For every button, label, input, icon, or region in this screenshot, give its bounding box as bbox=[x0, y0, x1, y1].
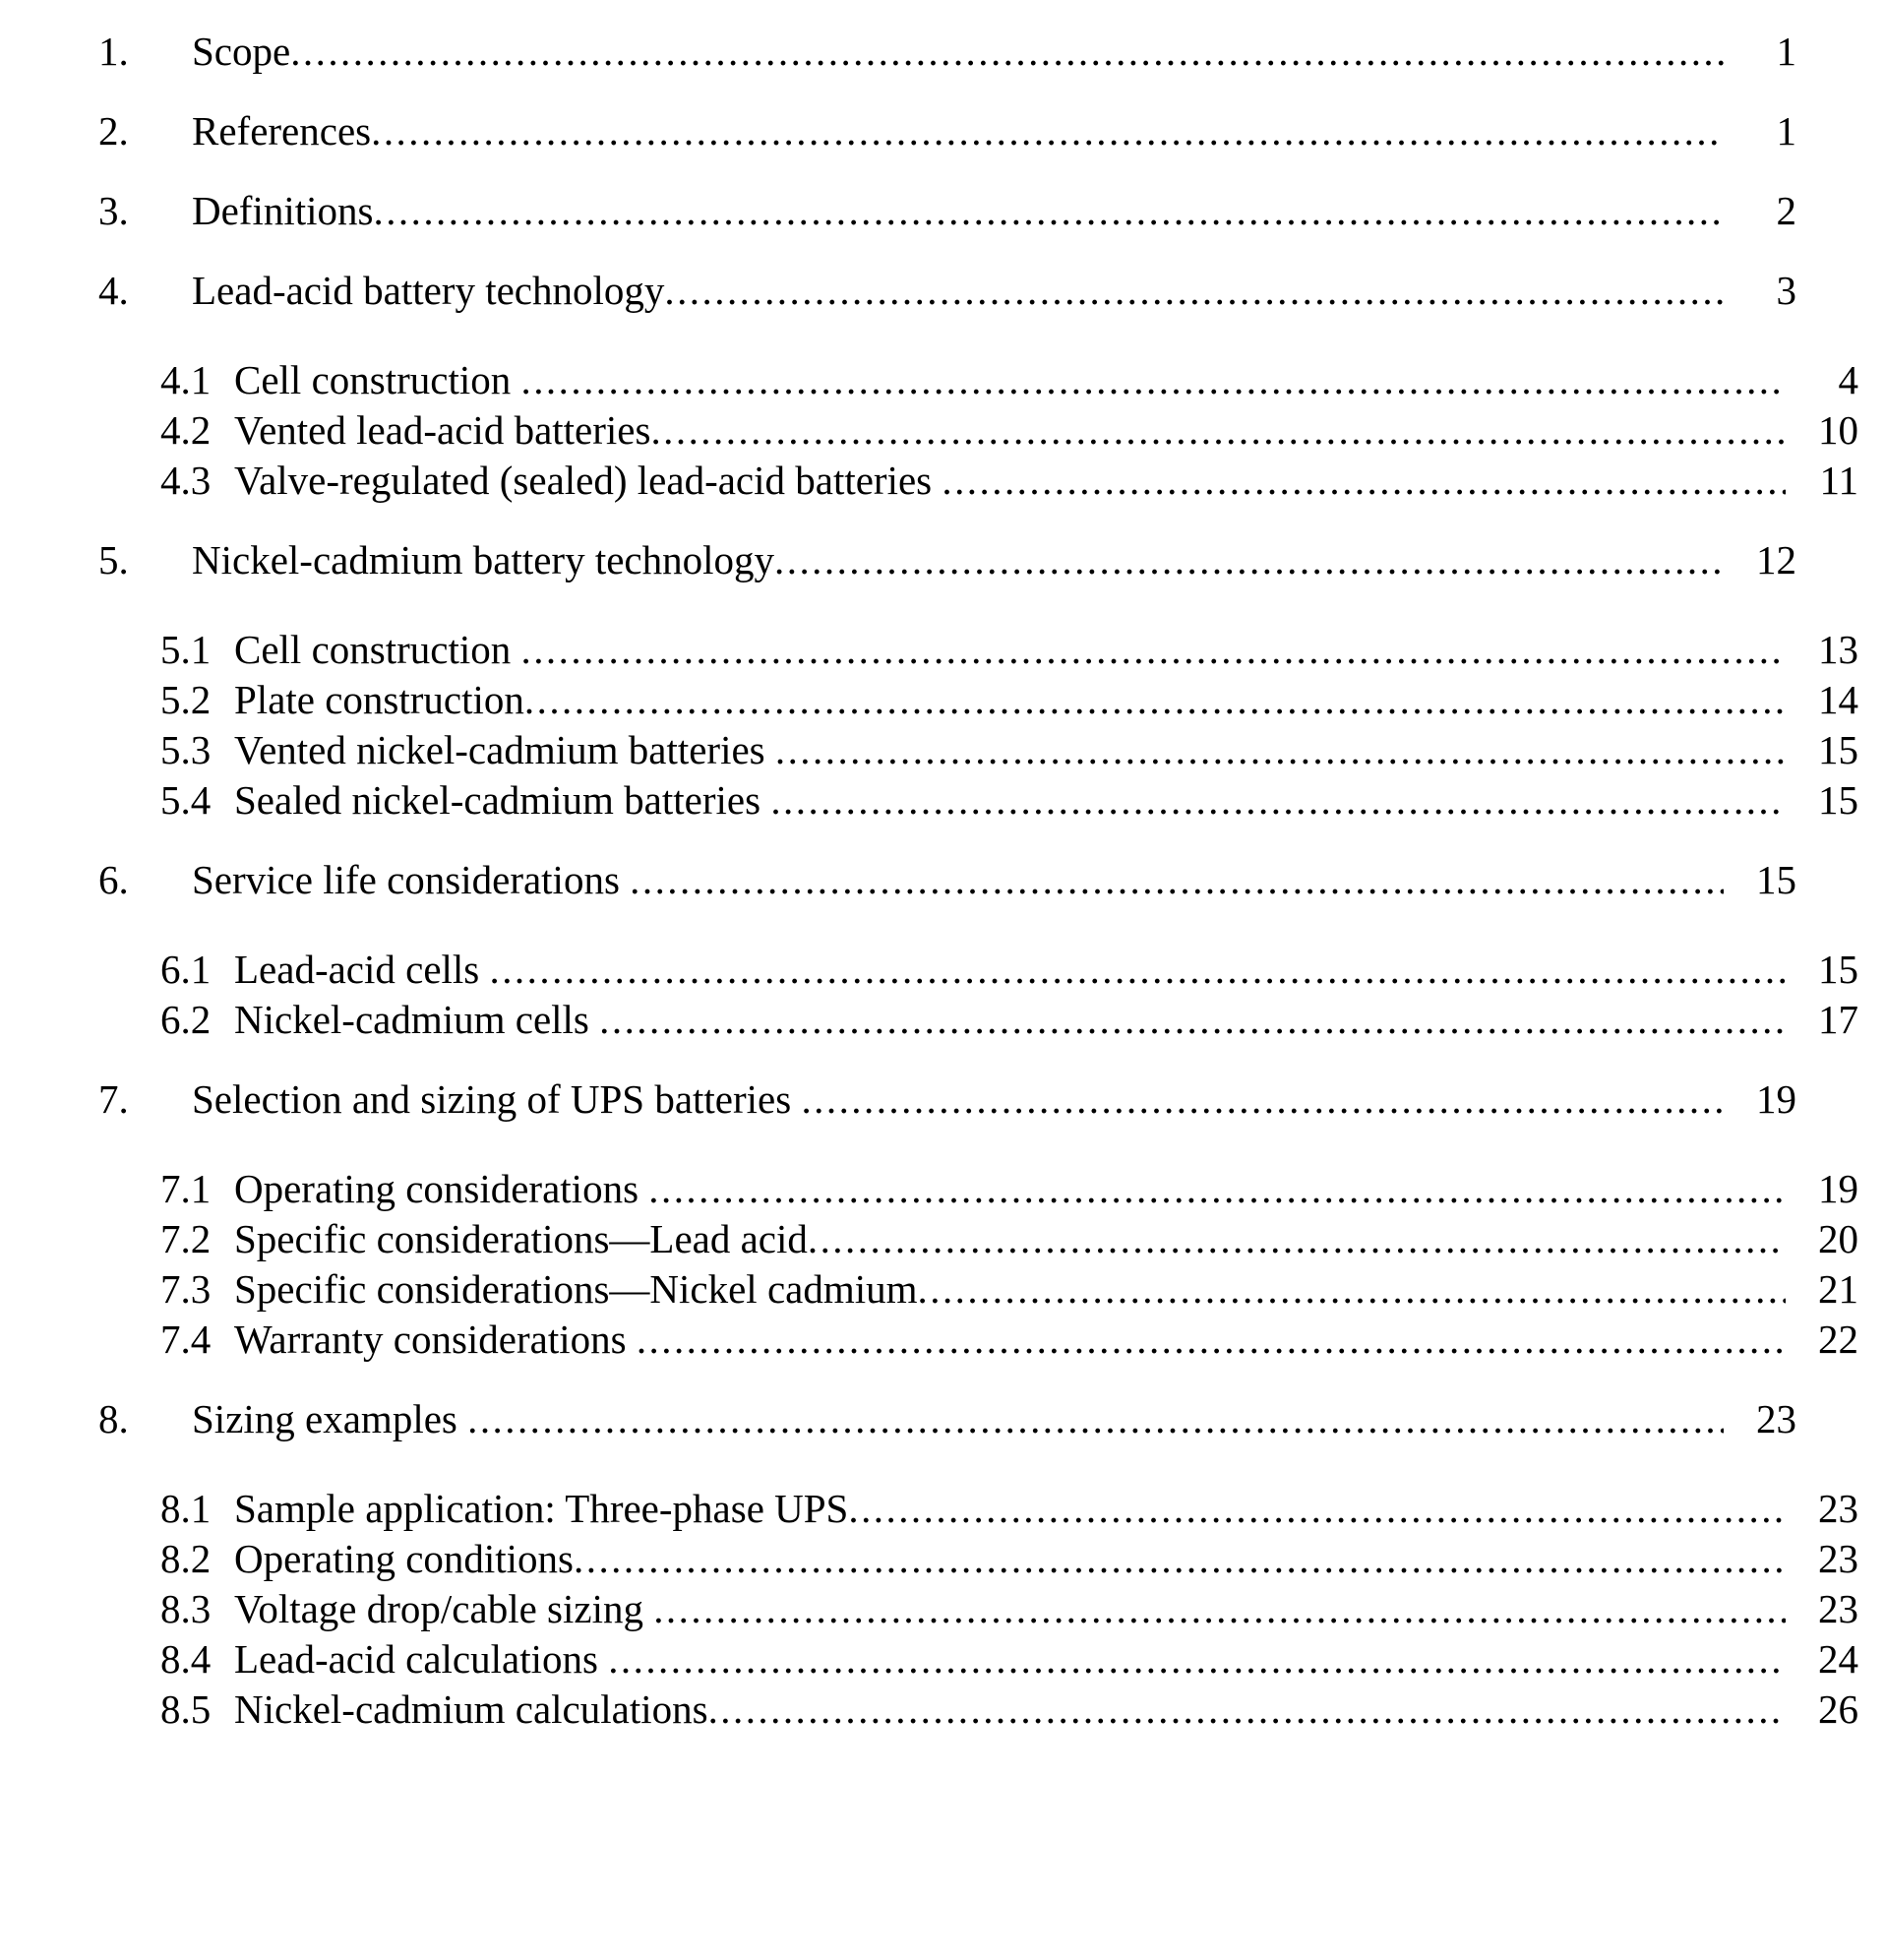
toc-entry-5-1[interactable] bbox=[93, 627, 1858, 672]
toc-entry-label: Lead-acid cells bbox=[234, 947, 480, 992]
toc-entry-number: 4. bbox=[98, 268, 129, 313]
toc-entry-label: Service life considerations bbox=[192, 857, 620, 902]
toc-leader-dots bbox=[848, 1489, 1786, 1529]
toc-leader-gap bbox=[760, 780, 770, 821]
toc-entry-number: 5.1 bbox=[160, 627, 212, 672]
toc-entry-7-1[interactable] bbox=[93, 1166, 1858, 1211]
toc-entry-page-number: 20 bbox=[1818, 1216, 1858, 1261]
toc-entry-number: 8.4 bbox=[160, 1636, 212, 1682]
toc-leader-gap bbox=[511, 360, 520, 400]
toc-entry-page-number: 10 bbox=[1818, 407, 1858, 453]
toc-entry-number: 8.2 bbox=[160, 1536, 212, 1581]
toc-entry-label: Specific considerations—Lead acid bbox=[234, 1216, 808, 1261]
toc-leader-dots bbox=[648, 1169, 1786, 1209]
toc-entry-label: Vented nickel-cadmium batteries bbox=[234, 727, 765, 772]
toc-entry-6-1[interactable] bbox=[93, 949, 1858, 990]
toc-entry-1[interactable] bbox=[93, 31, 1796, 72]
toc-entry-label: References bbox=[192, 108, 372, 153]
toc-entry-label: Operating conditions bbox=[234, 1536, 575, 1581]
toc-entry-page-number: 22 bbox=[1818, 1317, 1858, 1362]
toc-entry-number: 8.1 bbox=[160, 1486, 212, 1531]
toc-entry-8-5[interactable] bbox=[93, 1686, 1858, 1732]
toc-leader-gap bbox=[457, 1399, 467, 1439]
toc-leader-gap bbox=[627, 1319, 637, 1360]
toc-leader-gap bbox=[620, 860, 630, 900]
toc-entry-5[interactable] bbox=[93, 537, 1796, 582]
toc-entry-number: 7.4 bbox=[160, 1317, 212, 1362]
toc-entry-number: 7.3 bbox=[160, 1266, 212, 1312]
toc-entry-label: Cell construction bbox=[234, 627, 512, 672]
toc-entry-page-number: 15 bbox=[1818, 947, 1858, 992]
toc-entry-label: Cell construction bbox=[234, 357, 512, 402]
toc-entry-number: 5.3 bbox=[160, 727, 212, 772]
toc-leader-dots bbox=[608, 1639, 1786, 1680]
toc-leader-dots bbox=[708, 1689, 1786, 1730]
toc-entry-7-3[interactable] bbox=[93, 1266, 1858, 1312]
toc-leader-dots bbox=[490, 949, 1786, 990]
toc-leader-gap bbox=[638, 1169, 648, 1209]
toc-entry-number: 1. bbox=[98, 29, 129, 74]
toc-entry-page-number: 23 bbox=[1818, 1586, 1858, 1631]
toc-entry-page-number: 3 bbox=[1776, 268, 1796, 313]
toc-leader-gap bbox=[932, 460, 942, 501]
toc-entry-8-2[interactable] bbox=[93, 1536, 1858, 1581]
toc-entry-number: 5. bbox=[98, 537, 129, 582]
toc-entry-page-number: 17 bbox=[1818, 997, 1858, 1042]
toc-entry-label: Sizing examples bbox=[192, 1396, 457, 1441]
toc-entry-8-3[interactable] bbox=[93, 1586, 1858, 1631]
toc-leader-dots bbox=[774, 540, 1724, 581]
toc-entry-number: 4.1 bbox=[160, 357, 212, 402]
toc-entry-label: Valve-regulated (sealed) lead-acid batteries bbox=[234, 458, 933, 503]
toc-entry-4-3[interactable] bbox=[93, 460, 1858, 501]
toc-entry-label: Nickel-cadmium calculations bbox=[234, 1686, 708, 1732]
toc-leader-dots bbox=[653, 1589, 1786, 1629]
toc-entry-label: Plate construction bbox=[234, 677, 524, 722]
toc-entry-label: Sealed nickel-cadmium batteries bbox=[234, 777, 761, 823]
toc-entry-8[interactable] bbox=[93, 1396, 1796, 1441]
toc-entry-label: Vented lead-acid batteries bbox=[234, 407, 651, 453]
toc-leader-dots bbox=[650, 410, 1786, 451]
toc-leader-dots bbox=[918, 1269, 1786, 1310]
toc-entry-7[interactable] bbox=[93, 1076, 1796, 1122]
toc-entry-page-number: 23 bbox=[1756, 1396, 1796, 1441]
toc-entry-label: Definitions bbox=[192, 188, 374, 233]
toc-entry-number: 4.3 bbox=[160, 458, 212, 503]
toc-entry-3[interactable] bbox=[93, 188, 1796, 233]
toc-entry-number: 5.4 bbox=[160, 777, 212, 823]
toc-entry-label: Nickel-cadmium battery technology bbox=[192, 537, 775, 582]
toc-entry-6[interactable] bbox=[93, 857, 1796, 902]
toc-entry-label: Warranty considerations bbox=[234, 1317, 627, 1362]
toc-entry-page-number: 24 bbox=[1818, 1636, 1858, 1682]
toc-entry-page-number: 15 bbox=[1818, 777, 1858, 823]
toc-entry-4-2[interactable] bbox=[93, 407, 1858, 453]
toc-entry-label: Selection and sizing of UPS batteries bbox=[192, 1076, 792, 1122]
toc-entry-label: Operating considerations bbox=[234, 1166, 639, 1211]
toc-entry-5-4[interactable] bbox=[93, 777, 1858, 823]
toc-entry-number: 6. bbox=[98, 857, 129, 902]
toc-leader-dots bbox=[770, 780, 1786, 821]
toc-entry-number: 5.2 bbox=[160, 677, 212, 722]
toc-entry-page-number: 15 bbox=[1818, 727, 1858, 772]
toc-leader-dots bbox=[942, 460, 1786, 501]
toc-entry-page-number: 23 bbox=[1818, 1536, 1858, 1581]
toc-entry-page-number: 2 bbox=[1776, 188, 1796, 233]
toc-entry-label: Voltage drop/cable sizing bbox=[234, 1586, 643, 1631]
toc-entry-page-number: 14 bbox=[1818, 677, 1858, 722]
toc-leader-dots bbox=[574, 1539, 1786, 1579]
toc-entry-7-4[interactable] bbox=[93, 1319, 1858, 1360]
toc-leader-gap bbox=[589, 1000, 599, 1040]
toc-entry-5-3[interactable] bbox=[93, 727, 1858, 772]
toc-entry-number: 8.3 bbox=[160, 1586, 212, 1631]
toc-entry-page-number: 26 bbox=[1818, 1686, 1858, 1732]
toc-entry-label: Lead-acid battery technology bbox=[192, 268, 665, 313]
toc-entry-7-2[interactable] bbox=[93, 1216, 1858, 1261]
toc-entry-page-number: 12 bbox=[1756, 537, 1796, 582]
toc-leader-dots bbox=[371, 111, 1724, 152]
toc-leader-dots bbox=[521, 360, 1786, 400]
toc-leader-dots bbox=[467, 1399, 1724, 1439]
toc-entry-number: 8. bbox=[98, 1396, 129, 1441]
toc-leader-dots bbox=[521, 630, 1786, 670]
toc-leader-dots bbox=[290, 31, 1724, 72]
toc-leader-dots bbox=[637, 1319, 1786, 1360]
toc-leader-dots bbox=[808, 1219, 1786, 1259]
toc-list bbox=[93, 29, 1858, 1732]
toc-entry-number: 8.5 bbox=[160, 1686, 212, 1732]
toc-entry-label: Sample application: Three-phase UPS bbox=[234, 1486, 849, 1531]
toc-leader-dots bbox=[664, 271, 1724, 311]
toc-entry-8-4[interactable] bbox=[93, 1636, 1858, 1682]
toc-entry-number: 7. bbox=[98, 1076, 129, 1122]
toc-entry-6-2[interactable] bbox=[93, 997, 1858, 1042]
toc-entry-page-number: 1 bbox=[1776, 108, 1796, 153]
toc-entry-page-number: 15 bbox=[1756, 857, 1796, 902]
toc-entry-number: 7.1 bbox=[160, 1166, 212, 1211]
toc-leader-dots bbox=[599, 1000, 1786, 1040]
toc-entry-label: Lead-acid calculations bbox=[234, 1636, 598, 1682]
toc-entry-label: Scope bbox=[192, 29, 291, 74]
toc-leader-gap bbox=[598, 1639, 608, 1680]
toc-entry-page-number: 19 bbox=[1756, 1076, 1796, 1122]
toc-entry-page-number: 1 bbox=[1776, 29, 1796, 74]
toc-leader-gap bbox=[643, 1589, 653, 1629]
toc-leader-gap bbox=[479, 949, 489, 990]
toc-entry-page-number: 13 bbox=[1818, 627, 1858, 672]
toc-entry-number: 6.1 bbox=[160, 947, 212, 992]
toc-entry-number: 6.2 bbox=[160, 997, 212, 1042]
toc-entry-5-2[interactable] bbox=[93, 677, 1858, 722]
toc-entry-page-number: 11 bbox=[1819, 458, 1858, 503]
toc-entry-page-number: 19 bbox=[1818, 1166, 1858, 1211]
toc-entry-8-1[interactable] bbox=[93, 1486, 1858, 1531]
toc-leader-gap bbox=[791, 1079, 801, 1120]
toc-entry-page-number: 23 bbox=[1818, 1486, 1858, 1531]
toc-leader-dots bbox=[801, 1079, 1724, 1120]
toc-entry-number: 2. bbox=[98, 108, 129, 153]
toc-leader-dots bbox=[373, 191, 1724, 231]
toc-leader-dots bbox=[775, 730, 1786, 770]
toc-leader-gap bbox=[765, 730, 775, 770]
toc-entry-label: Nickel-cadmium cells bbox=[234, 997, 589, 1042]
toc-entry-page-number: 21 bbox=[1818, 1266, 1858, 1312]
toc-leader-dots bbox=[630, 860, 1724, 900]
toc-entry-label: Specific considerations—Nickel cadmium bbox=[234, 1266, 918, 1312]
toc-entry-2[interactable] bbox=[93, 108, 1796, 153]
toc-entry-4-1[interactable] bbox=[93, 357, 1858, 402]
toc-entry-4[interactable] bbox=[93, 268, 1796, 313]
toc-leader-dots bbox=[524, 680, 1786, 720]
toc-entry-page-number: 4 bbox=[1838, 357, 1858, 402]
toc-entry-number: 4.2 bbox=[160, 407, 212, 453]
toc-entry-number: 3. bbox=[98, 188, 129, 233]
toc-entry-number: 7.2 bbox=[160, 1216, 212, 1261]
toc-leader-gap bbox=[511, 630, 520, 670]
